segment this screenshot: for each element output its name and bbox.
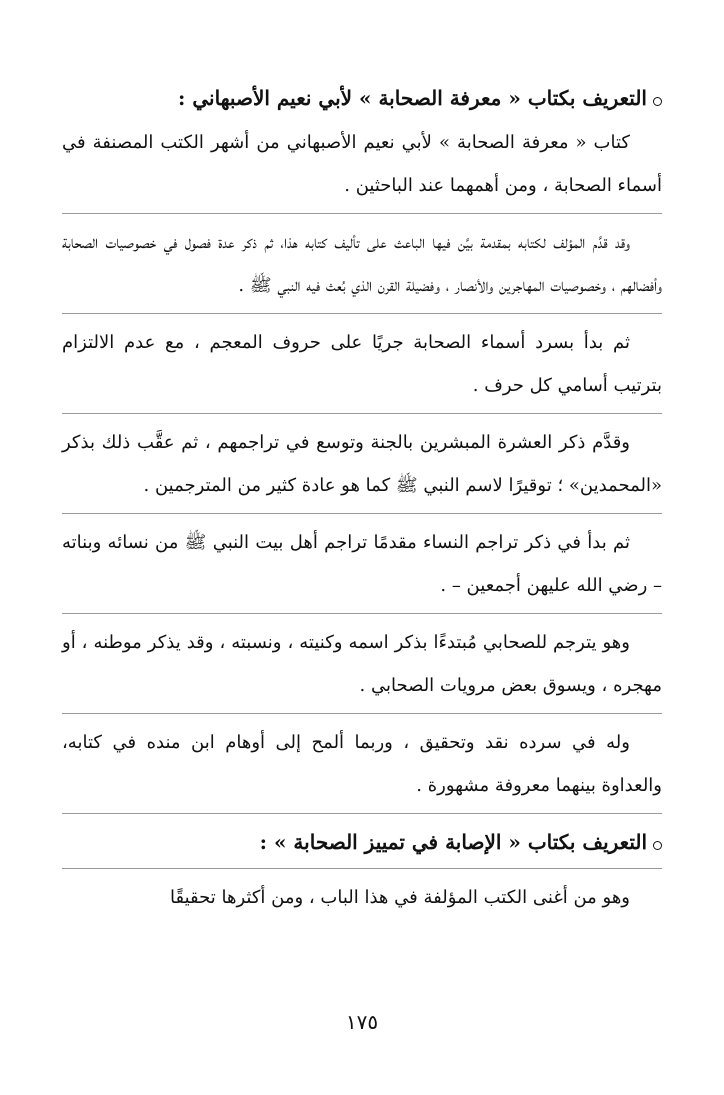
- circle-bullet-icon: [653, 841, 662, 850]
- paragraph: وقدَّم ذكر العشرة المبشرين بالجنة وتوسع في تراجمهم ، ثم عقَّب ذلك بذكر «المحمدين» ؛ توقيرًا لاسم النبي ﷺ كما هو عادة كثير من المترجمين .: [62, 432, 662, 496]
- page-number: ١٧٥: [345, 1010, 379, 1034]
- heading-text: التعريف بكتاب « الإصابة في تمييز الصحابة » :: [259, 830, 647, 854]
- circle-bullet-icon: [653, 97, 662, 106]
- section-heading: [62, 822, 662, 862]
- divider: [62, 813, 662, 814]
- paragraph: وله في سرده نقد وتحقيق ، وربما ألمح إلى أوهام ابن منده في كتابه، والعداوة بينهما معروفة مشهورة .: [62, 732, 662, 796]
- divider: [62, 713, 662, 714]
- paragraph: ثم بدأ بسرد أسماء الصحابة جريًا على حروف المعجم ، مع عدم الالتزام بترتيب أسامي كل حرف .: [62, 332, 662, 396]
- section-heading: [62, 78, 662, 118]
- document-page: [62, 78, 662, 1038]
- paragraph: وقد قدَّم المؤلف لكتابه بمقدمة بيَّن فيها الباعث على تأليف كتابه هذا، ثم ذكر عدة فصول في خصوصيات الصحابة وأفضالهم ، وخصوصيات المهاجرين والأنصار ، وفضيلة القرن الذي بُعث فيه النبي ﷺ .: [62, 232, 662, 296]
- divider: [62, 613, 662, 614]
- heading-text: التعريف بكتاب « معرفة الصحابة » لأبي نعيم الأصبهاني :: [178, 86, 647, 110]
- divider: [62, 413, 662, 414]
- divider: [62, 213, 662, 214]
- paragraph: كتاب « معرفة الصحابة » لأبي نعيم الأصبهاني من أشهر الكتب المصنفة في أسماء الصحابة ، ومن أهمهما عند الباحثين .: [62, 132, 662, 196]
- paragraph: وهو يترجم للصحابي مُبتدءًا بذكر اسمه وكنيته ، ونسبته ، وقد يذكر موطنه ، أو مهجره ، ويسوق بعض مرويات الصحابي .: [62, 632, 662, 696]
- divider: [62, 313, 662, 314]
- divider: [62, 868, 662, 869]
- paragraph: وهو من أغنى الكتب المؤلفة في هذا الباب ، ومن أكثرها تحقيقًا: [170, 887, 630, 908]
- paragraph: ثم بدأ في ذكر تراجم النساء مقدمًا تراجم أهل بيت النبي ﷺ من نسائه وبناته – رضي الله عليهن أجمعين – .: [62, 532, 662, 596]
- divider: [62, 513, 662, 514]
